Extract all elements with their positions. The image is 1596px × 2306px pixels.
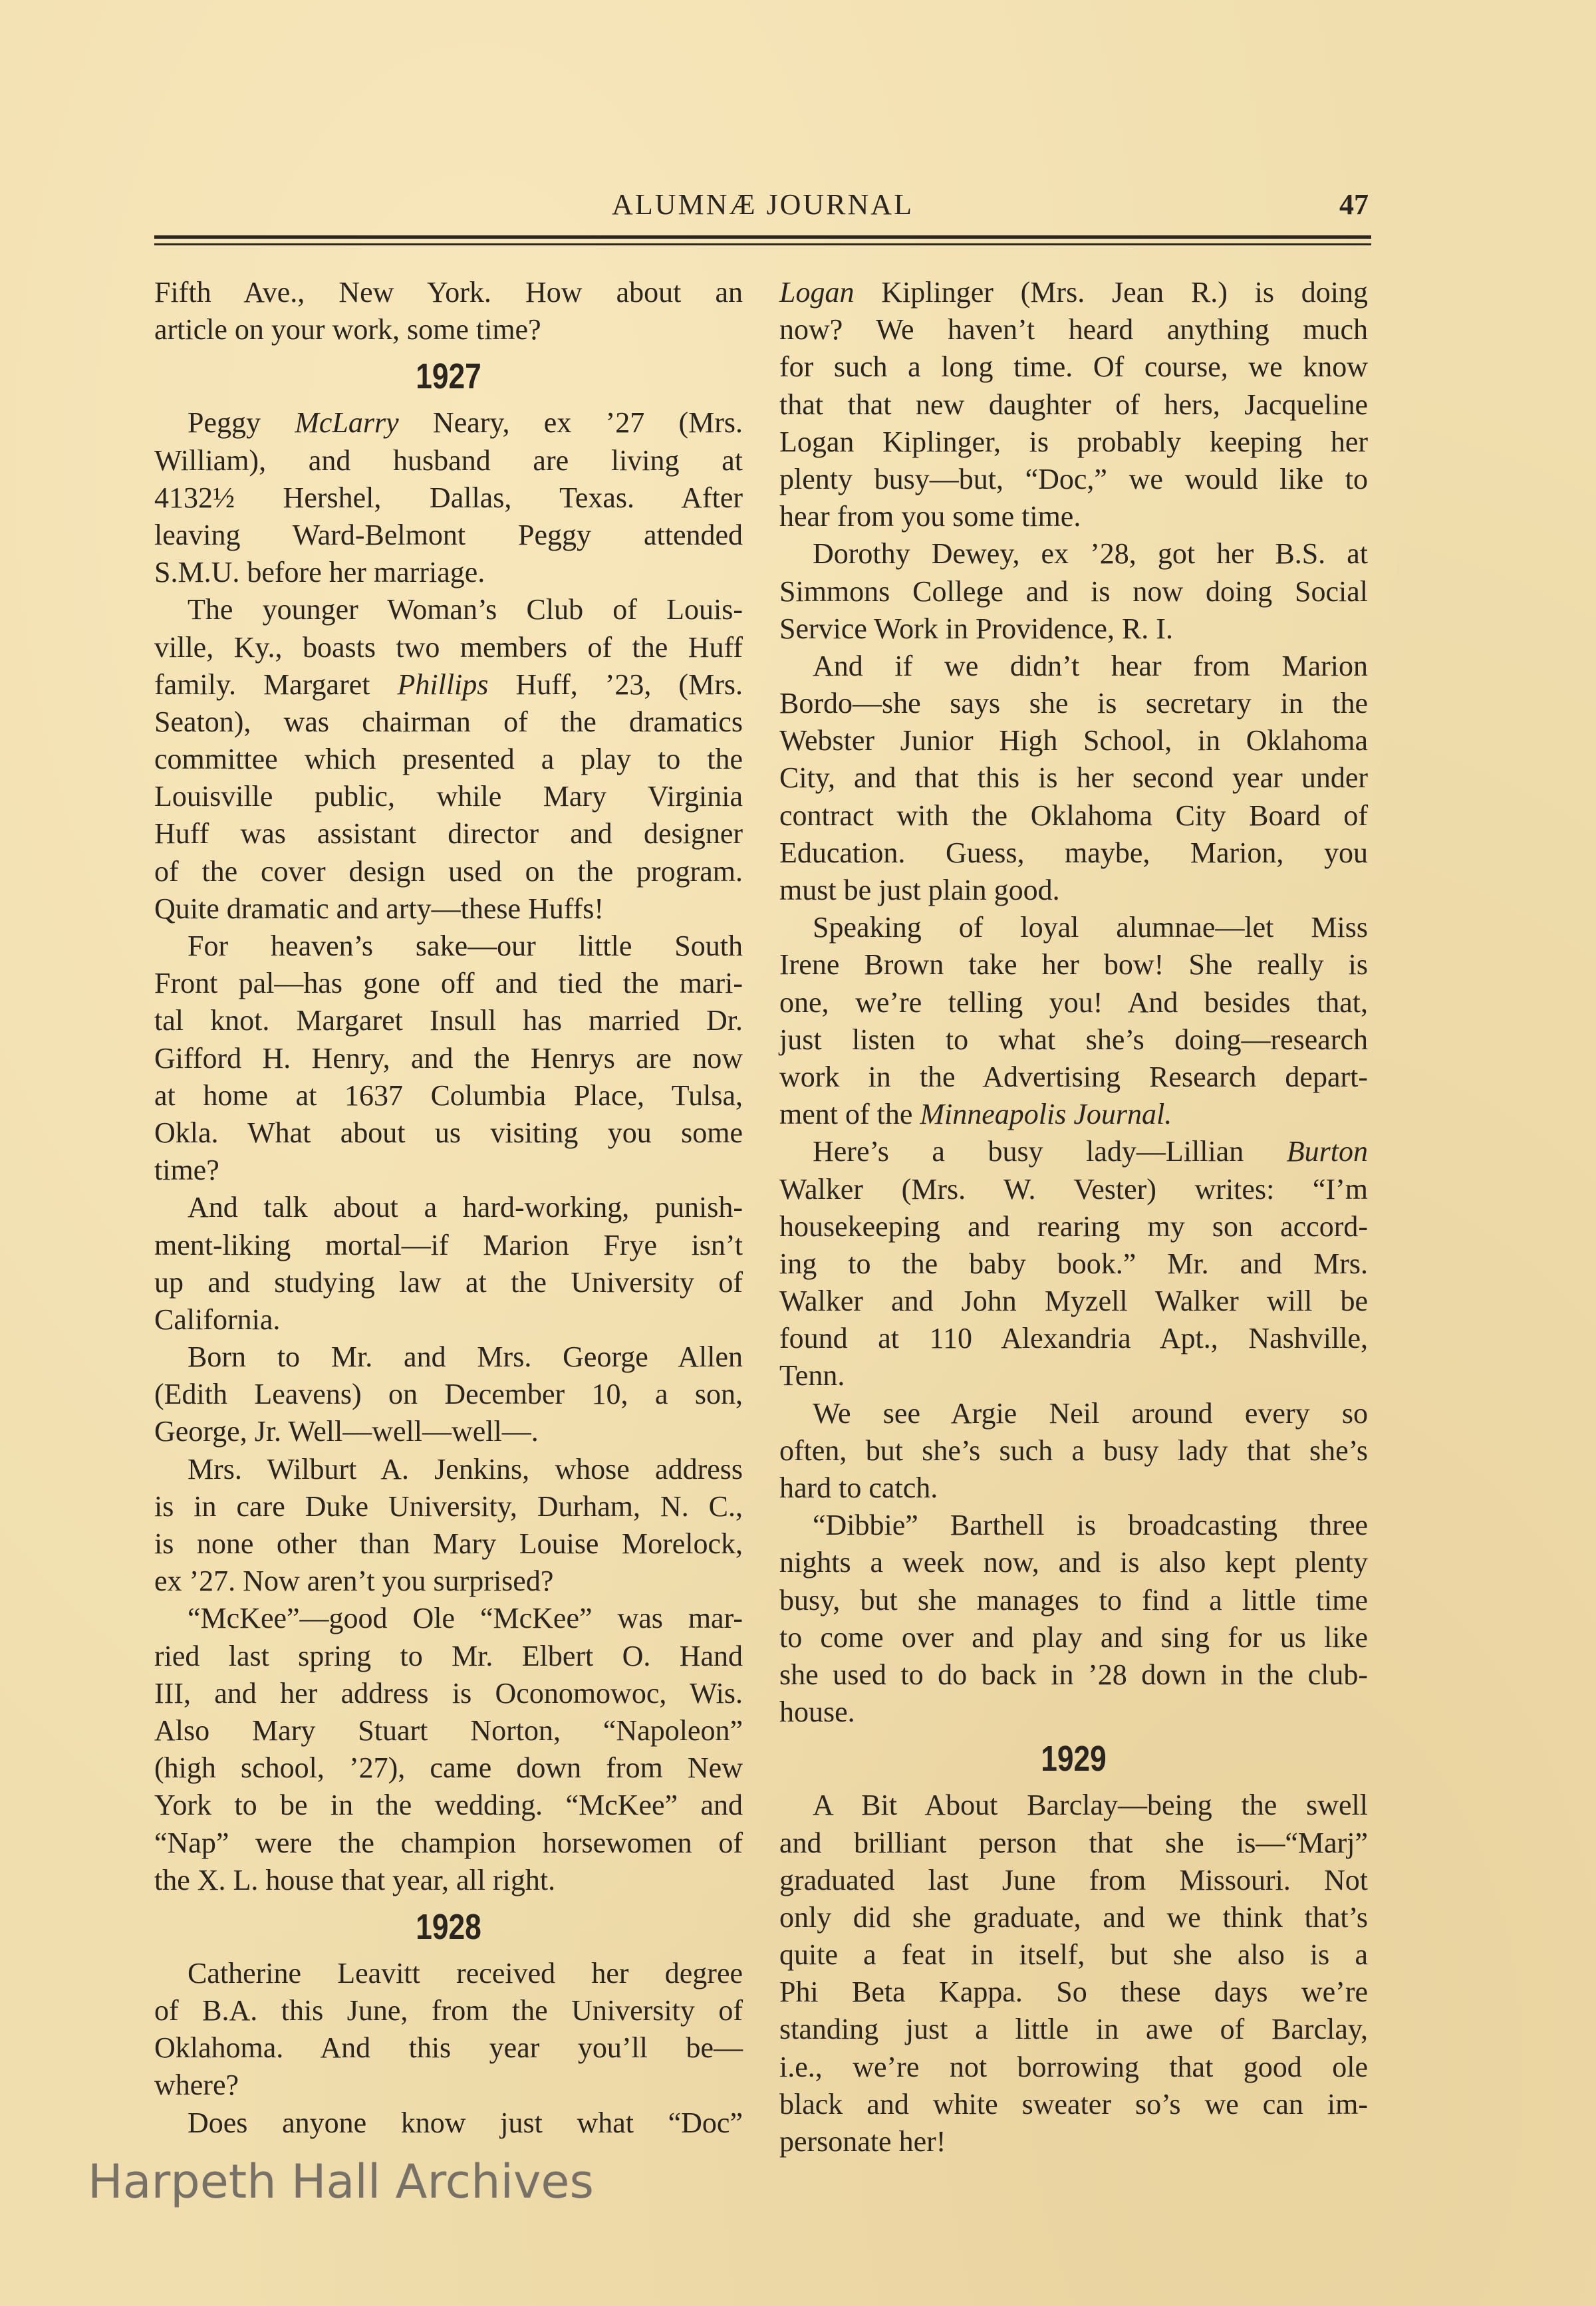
- text-line: York to be in the wedding. “McKee” and: [154, 1789, 743, 1822]
- text-line: found at 110 Alexandria Apt., Nashville,: [779, 1322, 1368, 1355]
- text-line: often, but she’s such a busy lady that she’s: [779, 1434, 1368, 1467]
- text-line: William), and husband are living at: [154, 444, 743, 477]
- text-line: Gifford H. Henry, and the Henrys are now: [154, 1041, 743, 1075]
- text-line: is none other than Mary Louise Morelock,: [154, 1527, 743, 1560]
- text-line: Tenn.: [779, 1359, 845, 1392]
- text-line: standing just a little in awe of Barclay,: [779, 2013, 1368, 2046]
- text-line: hear from you some time.: [779, 500, 1081, 533]
- text-line: Simmons College and is now doing Social: [779, 575, 1368, 608]
- class-year-heading: 1927: [416, 356, 481, 397]
- text-line: personate her!: [779, 2125, 946, 2158]
- paragraph: [154, 1339, 743, 1451]
- paragraph: [779, 274, 1368, 535]
- text-line: (high school, ’27), came down from New: [154, 1751, 743, 1785]
- text-line: ex ’27. Now aren’t you surprised?: [154, 1565, 554, 1598]
- text-line: is in care Duke University, Durham, N. C.,: [154, 1489, 743, 1523]
- text-line: Seaton), was chairman of the dramatics: [154, 705, 743, 738]
- text-line: up and studying law at the University of: [154, 1265, 743, 1299]
- journal-title: ALUMNÆ JOURNAL: [612, 188, 914, 221]
- italic-name: Burton: [1286, 1135, 1368, 1168]
- text-line: Mrs. Wilburt A. Jenkins, whose address: [188, 1452, 743, 1485]
- text-line: where?: [154, 2069, 239, 2102]
- italic-name: Phillips: [397, 668, 489, 701]
- text-line: California.: [154, 1303, 281, 1336]
- text-line: Born to Mr. and Mrs. George Allen: [188, 1341, 743, 1374]
- text-line: Front pal—has gone off and tied the mari-: [154, 967, 743, 1000]
- text-line: ried last spring to Mr. Elbert O. Hand: [154, 1639, 743, 1672]
- text-line: one, we’re telling you! And besides that,: [779, 985, 1368, 1019]
- text-line: for such a long time. Of course, we know: [779, 350, 1368, 384]
- text-line: house.: [779, 1696, 855, 1729]
- text-line: housekeeping and rearing my son accord-: [779, 1210, 1368, 1243]
- text-line: and brilliant person that she is—“Marj”: [779, 1826, 1368, 1859]
- left-column: [154, 274, 743, 2142]
- text-line: Oklahoma. And this year you’ll be—: [154, 2031, 743, 2065]
- text-line: Here’s a busy lady—Lillian Burton: [813, 1135, 1368, 1168]
- text-line: leaving Ward-Belmont Peggy attended: [154, 518, 743, 551]
- paragraph: [154, 928, 743, 1189]
- text-line: i.e., we’re not borrowing that good ole: [779, 2050, 1368, 2083]
- text-line: busy, but she manages to find a little time: [779, 1583, 1368, 1616]
- class-year-heading: 1928: [416, 1906, 481, 1947]
- page-number: 47: [1339, 188, 1369, 221]
- text-line: Quite dramatic and arty—these Huffs!: [154, 892, 604, 925]
- text-line: Walker (Mrs. W. Vester) writes: “I’m: [779, 1172, 1368, 1206]
- italic-name: Logan: [779, 276, 855, 309]
- text-line: Walker and John Myzell Walker will be: [779, 1285, 1368, 1318]
- text-line: that that new daughter of hers, Jacqueline: [779, 388, 1368, 421]
- text-line: We see Argie Neil around every so: [813, 1396, 1368, 1430]
- text-line: 4132½ Hershel, Dallas, Texas. After: [154, 481, 743, 514]
- text-line: Catherine Leavitt received her degree: [188, 1956, 743, 1989]
- text-line: work in the Advertising Research depart-: [779, 1060, 1368, 1093]
- paragraph: [779, 535, 1368, 648]
- text-line: III, and her address is Oconomowoc, Wis.: [154, 1676, 743, 1710]
- text-line: Does anyone know just what “Doc”: [188, 2106, 743, 2139]
- text-line: graduated last June from Missouri. Not: [779, 1863, 1368, 1896]
- header-rule-thin: [154, 243, 1371, 245]
- paragraph: [154, 2105, 743, 2142]
- text-line: (Edith Leavens) on December 10, a son,: [154, 1378, 743, 1411]
- text-line: Webster Junior High School, in Oklahoma: [779, 724, 1368, 757]
- italic-name: Minneapolis Journal.: [920, 1098, 1172, 1131]
- text-line: “Dibbie” Barthell is broadcasting three: [813, 1509, 1368, 1542]
- text-line: Bordo—she says she is secretary in the: [779, 687, 1368, 720]
- paragraph: [154, 1955, 743, 2105]
- text-line: of B.A. this June, from the University of: [154, 1994, 743, 2027]
- text-line: Fifth Ave., New York. How about an: [154, 276, 743, 309]
- paragraph: [779, 1395, 1368, 1507]
- paragraph: [779, 1787, 1368, 2160]
- text-line: Logan Kiplinger, is probably keeping her: [779, 425, 1368, 458]
- text-line: “Nap” were the champion horsewomen of: [154, 1826, 743, 1859]
- paragraph: [779, 1133, 1368, 1394]
- paragraph: [154, 274, 743, 348]
- text-line: plenty busy—but, “Doc,” we would like to: [779, 462, 1368, 495]
- text-line: George, Jr. Well—well—well—.: [154, 1415, 539, 1448]
- text-line: article on your work, some time?: [154, 313, 541, 346]
- text-line: S.M.U. before her marriage.: [154, 556, 485, 589]
- text-line: Service Work in Providence, R. I.: [779, 612, 1173, 645]
- paragraph: [779, 648, 1368, 909]
- text-line: Irene Brown take her bow! She really is: [779, 948, 1368, 981]
- text-line: now? We haven’t heard anything much: [779, 313, 1368, 346]
- paragraph: [779, 1507, 1368, 1731]
- text-line: Louisville public, while Mary Virginia: [154, 780, 743, 813]
- text-line: family. Margaret Phillips Huff, ’23, (Mrs.: [154, 668, 743, 701]
- archive-watermark: Harpeth Hall Archives: [88, 2154, 594, 2209]
- text-line: A Bit About Barclay—being the swell: [813, 1789, 1368, 1822]
- text-line: quite a feat in itself, but she also is a: [779, 1938, 1368, 1972]
- text-line: must be just plain good.: [779, 874, 1060, 906]
- paragraph: [154, 591, 743, 928]
- text-line: black and white sweater so’s we can im-: [779, 2087, 1368, 2120]
- text-line: she used to do back in ’28 down in the club-: [779, 1658, 1368, 1691]
- text-line: Huff was assistant director and designer: [154, 817, 743, 850]
- italic-name: McLarry: [295, 406, 399, 440]
- text-line: nights a week now, and is also kept plenty: [779, 1546, 1368, 1579]
- right-column: [779, 274, 1368, 2160]
- text-line: Dorothy Dewey, ex ’28, got her B.S. at: [813, 537, 1368, 571]
- text-line: hard to catch.: [779, 1472, 938, 1504]
- paragraph: [154, 1600, 743, 1899]
- text-line: Okla. What about us visiting you some: [154, 1116, 743, 1149]
- text-line: And talk about a hard-working, punish-: [188, 1191, 743, 1224]
- header-rule-thick: [154, 235, 1371, 239]
- text-line: ment-liking mortal—if Marion Frye isn’t: [154, 1228, 743, 1261]
- text-line: ville, Ky., boasts two members of the Huff: [154, 630, 743, 664]
- text-line: at home at 1637 Columbia Place, Tulsa,: [154, 1079, 743, 1112]
- text-line: Education. Guess, maybe, Marion, you: [779, 836, 1368, 869]
- text-line: Phi Beta Kappa. So these days we’re: [779, 1976, 1368, 2009]
- text-line: committee which presented a play to the: [154, 743, 743, 776]
- text-line: ing to the baby book.” Mr. and Mrs.: [779, 1247, 1368, 1280]
- text-line: of the cover design used on the program.: [154, 854, 743, 888]
- text-line: And if we didn’t hear from Marion: [813, 649, 1368, 682]
- text-line: Speaking of loyal alumnae—let Miss: [813, 911, 1368, 944]
- text-line: just listen to what she’s doing—research: [779, 1023, 1368, 1056]
- text-line: Logan Kiplinger (Mrs. Jean R.) is doing: [779, 276, 1368, 309]
- paragraph: [779, 909, 1368, 1133]
- text-line: the X. L. house that year, all right.: [154, 1863, 556, 1896]
- text-line: Peggy McLarry Neary, ex ’27 (Mrs.: [188, 406, 743, 440]
- text-line: to come over and play and sing for us like: [779, 1620, 1368, 1654]
- text-line: ment of the Minneapolis Journal.: [779, 1098, 1172, 1131]
- text-line: contract with the Oklahoma City Board of: [779, 799, 1368, 832]
- text-line: Also Mary Stuart Norton, “Napoleon”: [154, 1714, 743, 1747]
- paragraph: [154, 1189, 743, 1339]
- text-line: tal knot. Margaret Insull has married Dr.: [154, 1004, 743, 1037]
- text-line: The younger Woman’s Club of Louis-: [188, 593, 743, 626]
- text-line: For heaven’s sake—our little South: [188, 930, 743, 962]
- text-line: time?: [154, 1154, 219, 1187]
- text-line: “McKee”—good Ole “McKee” was mar-: [188, 1602, 743, 1635]
- paragraph: [154, 404, 743, 591]
- text-line: City, and that this is her second year under: [779, 761, 1368, 795]
- text-line: only did she graduate, and we think that’s: [779, 1900, 1368, 1934]
- running-head: [154, 188, 1371, 234]
- class-year-heading: 1929: [1041, 1739, 1107, 1779]
- paragraph: [154, 1451, 743, 1601]
